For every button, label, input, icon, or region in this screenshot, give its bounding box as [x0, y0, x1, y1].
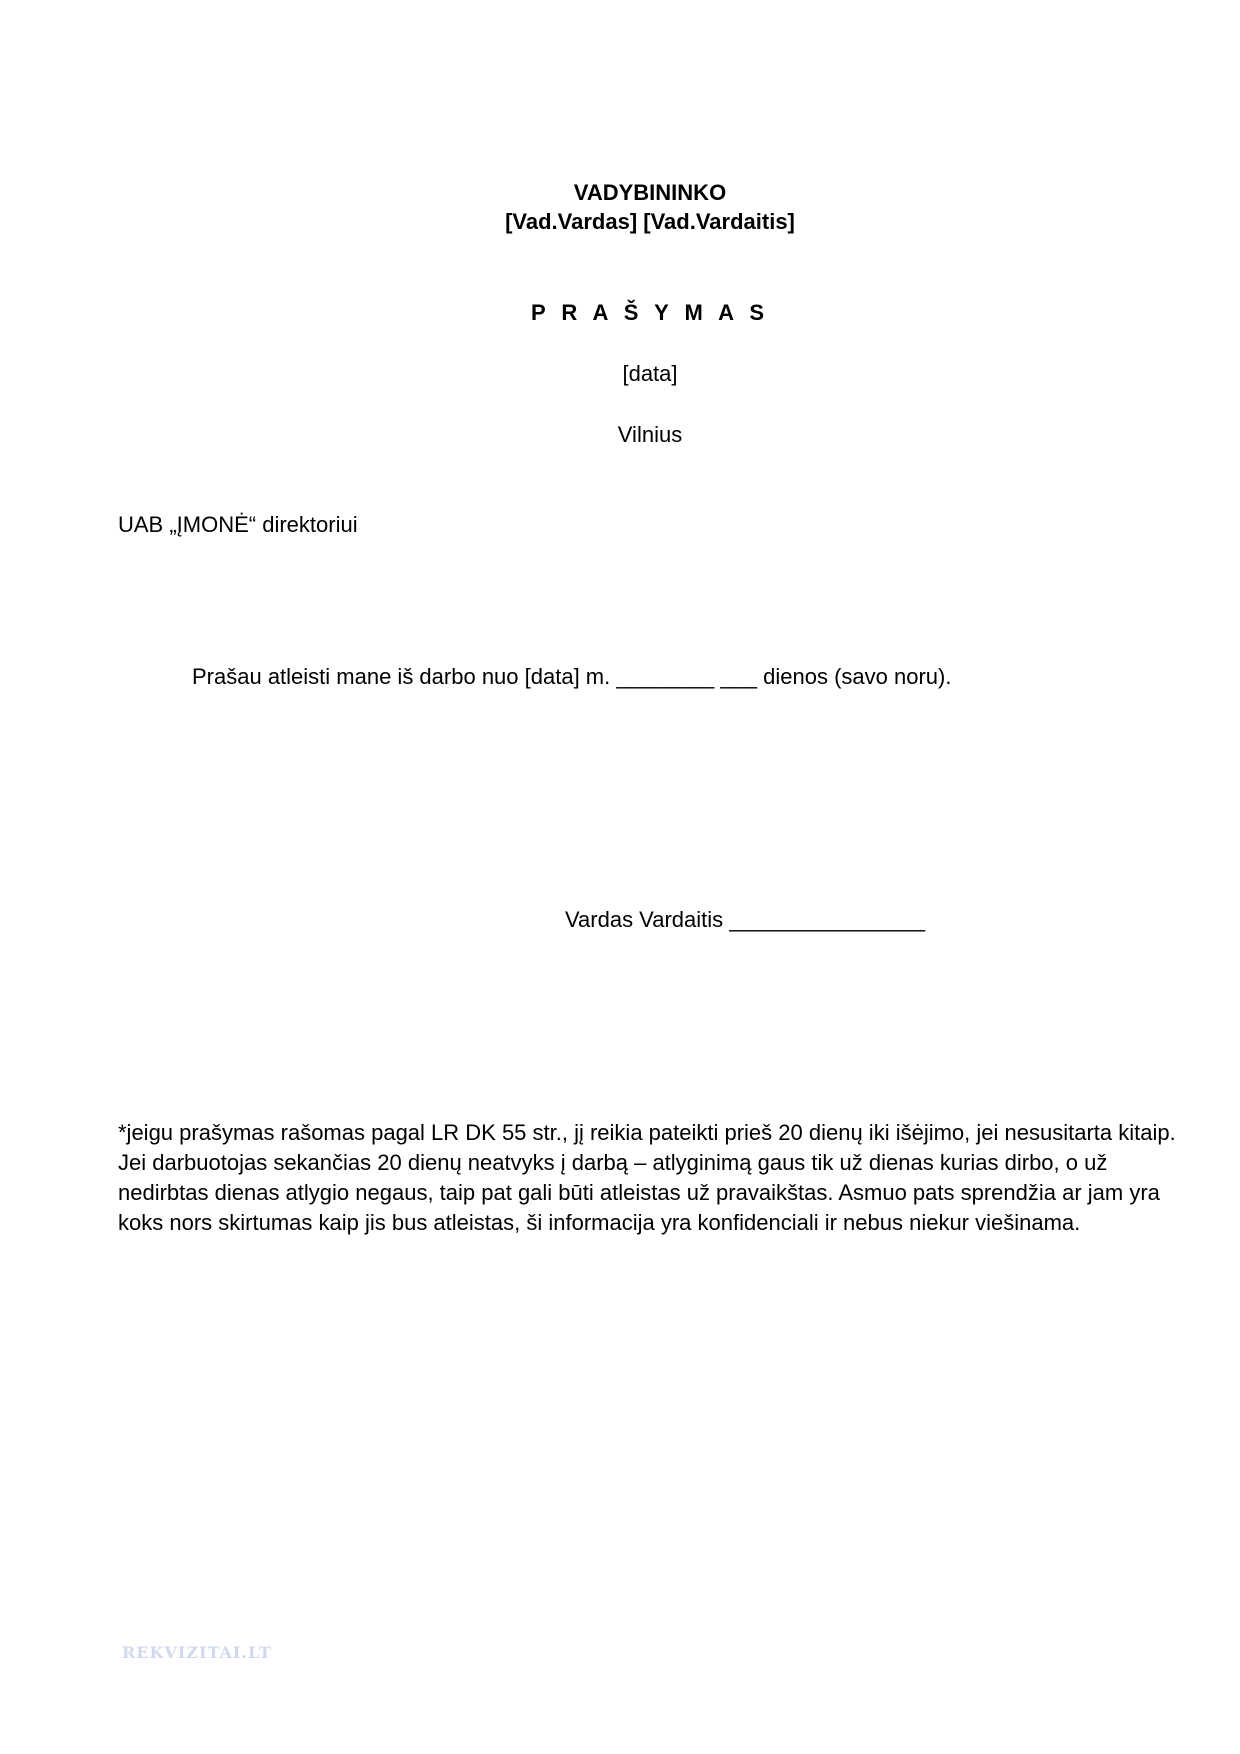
watermark-logo: REKVIZITAI.LT: [122, 1643, 272, 1662]
manager-name: [Vad.Vardas] [Vad.Vardaitis]: [505, 209, 795, 234]
document-date: [data]: [622, 361, 678, 386]
signature-line: Vardas Vardaitis ________________: [565, 907, 926, 932]
position-title: VADYBININKO: [573, 180, 727, 205]
document-type-title: P R A Š Y M A S: [530, 300, 769, 325]
document-city: Vilnius: [617, 422, 683, 447]
request-text: Prašau atleisti mane iš darbo nuo [data] m. ________ ___ dienos (savo noru).: [192, 664, 952, 689]
addressee: UAB „ĮMONĖ“ direktoriui: [118, 512, 358, 537]
footnote: *jeigu prašymas rašomas pagal LR DK 55 str., jį reikia pateikti prieš 20 dienų iki išėjimo, jei nesusitarta kitaip. Jei darbuotojas sekančias 20 dienų neatvyks į darbą – atlyginimą gaus tik už dienas kurias dirbo, o už nedirbtas dienas atlygio negaus, taip pat gali būti atleistas už pravaikštas. Asmuo pats sprendžia ar jam yra koks nors skirtumas kaip jis bus atleistas, ši informacija yra konfidenciali ir nebus niekur viešinama.: [118, 1120, 1176, 1235]
